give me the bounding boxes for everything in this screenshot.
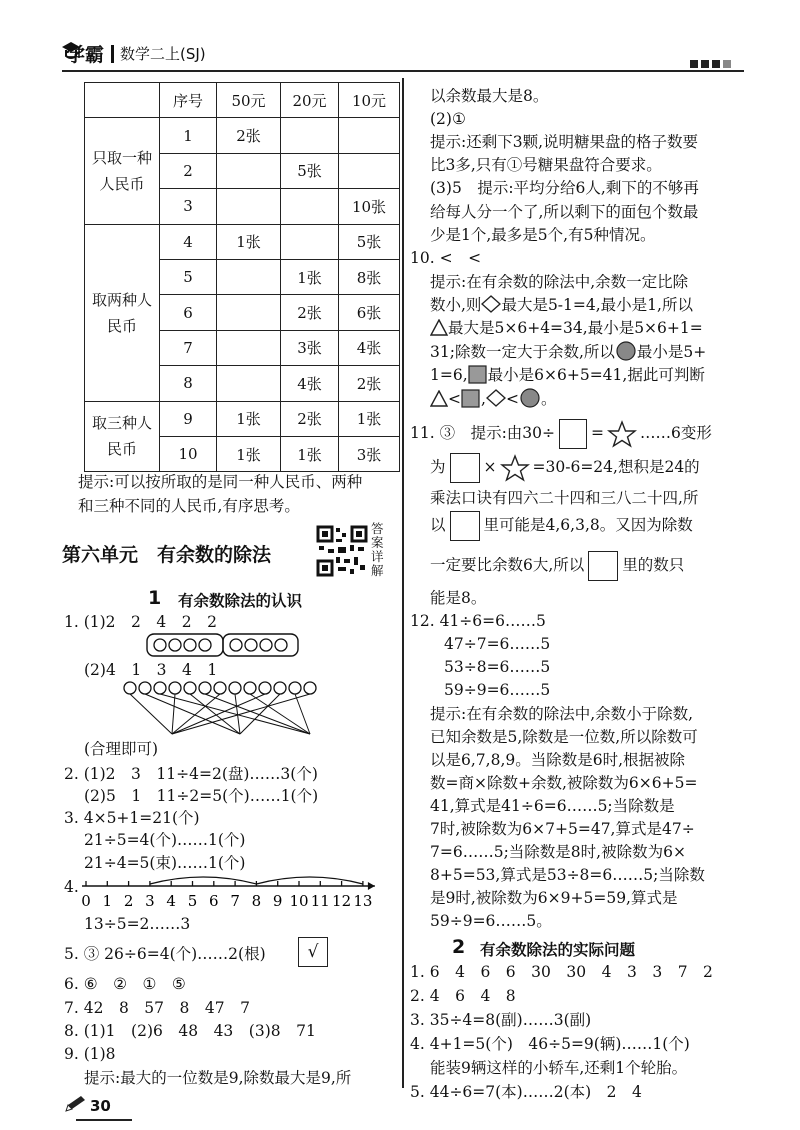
table-cell: 1张 <box>217 436 281 471</box>
group-label: 取三种人民币 <box>91 414 152 459</box>
text-fragment: =30-6=24,想积是24的 <box>532 458 700 476</box>
brand-separator <box>111 45 114 63</box>
hint-text: 提示:在有余数的除法中,余数小于除数, <box>430 705 694 723</box>
answer-line: 47÷7=6……5 <box>444 635 551 653</box>
blank-box <box>450 453 480 483</box>
hint-text: 41,算式是41÷6=6……5;当除数是 <box>430 797 675 815</box>
hint-text <box>430 388 556 409</box>
table-row <box>85 118 400 153</box>
hint-text: 提示:可以按所取的是同一种人民币、两种 <box>78 473 363 491</box>
blank-box <box>450 511 480 541</box>
number-line-jump-arc <box>150 877 257 884</box>
circle-icon <box>519 388 541 408</box>
table-cell: 10张 <box>339 189 400 224</box>
square-icon <box>461 389 481 408</box>
table-corner-cell <box>85 83 160 118</box>
text-fragment: < <box>505 390 519 408</box>
hint-text: 7时,被除数为6×7+5=47,算式是47÷ <box>430 820 695 838</box>
text-fragment: 为 <box>430 458 446 476</box>
table-cell: 6 <box>160 295 217 330</box>
check-box: √ <box>298 937 328 967</box>
answer-line <box>410 418 712 449</box>
table-cell: 5张 <box>339 224 400 259</box>
star-icon <box>607 420 637 448</box>
answer-line: 能装9辆这样的小轿车,还剩1个轮胎。 <box>430 1059 688 1077</box>
question-label: 4. <box>64 878 79 896</box>
unit-title: 第六单元 有余数的除法 <box>62 544 272 566</box>
book-subject: 数学二上(SJ) <box>120 45 206 63</box>
hint-text: 提示:在有余数的除法中,余数一定比除 <box>430 273 689 291</box>
hint-text: 是9时,被除数为6×9+5=59,算式是 <box>430 889 678 907</box>
table-cell: 8张 <box>339 259 400 294</box>
text-fragment: 最小是5+ <box>636 343 707 361</box>
number-line-tick-label: 1 <box>102 892 113 910</box>
page-number: 30 <box>90 1097 111 1115</box>
text-fragment: 最小是6×6+5=41,据此可判断 <box>487 366 705 384</box>
table-header-cell: 10元 <box>339 83 400 118</box>
text-fragment: 1=6, <box>430 366 468 384</box>
number-line-tick-label: 2 <box>123 892 134 910</box>
group-label-cell <box>85 224 160 401</box>
answer-line: 9. (1)8 <box>64 1045 116 1063</box>
section-number: 2 <box>452 936 466 958</box>
table-cell <box>281 189 339 224</box>
table-cell <box>217 189 281 224</box>
page-number-rule <box>76 1119 132 1121</box>
table-cell: 10 <box>160 436 217 471</box>
hint-text: 提示:还剩下3颗,说明糖果盘的格子数要 <box>430 133 699 151</box>
answer-line: (2)4 1 3 4 1 <box>84 661 218 679</box>
group-label-cell <box>85 401 160 472</box>
hint-text: 少是1个,最多是5个,有5种情况。 <box>430 226 656 244</box>
answer-line: (2)5 1 11÷2=5(个)……1(个) <box>84 787 319 805</box>
answer-line: 53÷8=6……5 <box>444 658 551 676</box>
answer-line: 5. 44÷6=7(本)……2(本) 2 4 <box>410 1083 642 1101</box>
group-label-cell <box>85 118 160 224</box>
hint-text <box>430 452 700 483</box>
text-fragment: 31;除数一定大于余数,所以 <box>430 343 615 361</box>
table-header-cell: 50元 <box>217 83 281 118</box>
header-square <box>690 60 698 68</box>
table-cell <box>217 366 281 401</box>
answer-line: 2. 4 6 4 8 <box>410 987 516 1005</box>
answer-line: (合理即可) <box>84 740 159 758</box>
text-fragment: 11. ③ 提示:由30÷ <box>410 424 556 442</box>
answer-line: 1. 6 4 6 6 30 30 4 3 3 7 2 <box>410 963 713 981</box>
hint-text: 和三种不同的人民币,有序思考。 <box>78 497 300 515</box>
answer-line: 59÷9=6……5 <box>444 681 551 699</box>
header-square <box>701 60 709 68</box>
table-cell: 4 <box>160 224 217 259</box>
circle-grouping-diagram <box>60 630 400 740</box>
answer-line: 3. 35÷4=8(副)……3(副) <box>410 1011 592 1029</box>
answer-line: 12. 41÷6=6……5 <box>410 612 546 630</box>
table-cell: 4张 <box>339 330 400 365</box>
hint-text: 8+5=53,算式是53÷8=6……5;当除数 <box>430 866 705 884</box>
number-line-jump-arc <box>256 877 363 884</box>
text-fragment: 一定要比余数6大,所以 <box>430 556 585 574</box>
table-header-cell: 序号 <box>160 83 217 118</box>
table-cell <box>217 153 281 188</box>
answer-line: 10. < < <box>410 249 482 267</box>
answer-line: 21÷5=4(个)……1(个) <box>84 831 246 849</box>
header-square <box>712 60 720 68</box>
section-title: 有余数除法的实际问题 <box>480 941 636 959</box>
column-divider <box>402 78 404 1088</box>
answer-line: 7. 42 8 57 8 47 7 <box>64 999 250 1017</box>
answer-line: 3. 4×5+1=21(个) <box>64 809 200 827</box>
group-label: 取两种人民币 <box>91 290 152 335</box>
answer-line: 6. ⑥ ② ① ⑤ <box>64 975 186 993</box>
hint-text <box>430 365 705 385</box>
table-cell: 1张 <box>217 401 281 436</box>
table-cell: 2张 <box>281 401 339 436</box>
table-cell: 4张 <box>281 366 339 401</box>
hint-text: 以是6,7,8,9。当除数是6时,根据被除 <box>430 751 686 769</box>
number-line <box>80 870 380 914</box>
triangle-icon <box>430 390 448 407</box>
text-fragment: = <box>591 424 605 442</box>
section-number: 1 <box>148 587 162 609</box>
table-cell <box>339 153 400 188</box>
number-line-tick-label: 4 <box>166 892 176 910</box>
text-fragment: , <box>481 390 486 408</box>
table-cell <box>217 330 281 365</box>
header-rule <box>62 70 744 72</box>
table-cell: 1张 <box>217 224 281 259</box>
diamond-icon <box>486 389 506 407</box>
table-cell: 1张 <box>281 259 339 294</box>
section-title: 有余数除法的认识 <box>178 592 303 610</box>
number-line-tick-label: 11 <box>310 892 330 910</box>
number-line-tick-label: 12 <box>332 892 352 910</box>
hint-text <box>430 295 693 315</box>
table-cell <box>281 224 339 259</box>
answer-line: 21÷4=5(束)……1(个) <box>84 854 246 872</box>
answer-line: 5. ③ 26÷6=4(个)……2(根) <box>64 945 266 963</box>
table-row <box>85 401 400 436</box>
table-cell: 2张 <box>339 366 400 401</box>
text-fragment: 最大是5-1=4,最小是1,所以 <box>501 296 693 314</box>
table-cell: 1 <box>160 118 217 153</box>
number-line-tick-label: 13 <box>353 892 373 910</box>
money-combination-table <box>84 82 400 472</box>
answer-line: (2)① <box>430 110 466 128</box>
triangle-icon <box>430 319 448 336</box>
hint-text: 乘法口诀有四六二十四和三八二十四,所 <box>430 489 699 507</box>
hint-text: 比3多,只有①号糖果盘符合要求。 <box>430 156 662 174</box>
blank-box <box>559 419 587 449</box>
text-fragment: 以 <box>430 516 446 534</box>
table-cell <box>217 295 281 330</box>
square-icon <box>468 365 488 384</box>
table-cell: 8 <box>160 366 217 401</box>
table-cell: 2张 <box>217 118 281 153</box>
hint-text <box>430 550 684 581</box>
text-fragment: 。 <box>540 390 557 408</box>
table-cell: 1张 <box>281 436 339 471</box>
number-line-tick-label: 10 <box>289 892 309 910</box>
table-cell <box>281 118 339 153</box>
table-cell: 3张 <box>339 436 400 471</box>
table-cell: 6张 <box>339 295 400 330</box>
table-cell: 5张 <box>281 153 339 188</box>
text-fragment: 里的数只 <box>622 556 685 574</box>
star-icon <box>500 454 530 482</box>
table-cell: 9 <box>160 401 217 436</box>
qr-code-icon[interactable] <box>316 525 368 577</box>
brand-logo: 学霸 <box>66 44 105 66</box>
table-cell: 2张 <box>281 295 339 330</box>
group-label: 只取一种人民币 <box>91 148 152 193</box>
answer-line: 以余数最大是8。 <box>430 87 549 105</box>
hint-text: 给每人分一个了,所以剩下的面包个数最 <box>430 203 699 221</box>
pencil-icon <box>64 1094 90 1114</box>
answer-line: 8. (1)1 (2)6 48 43 (3)8 71 <box>64 1022 316 1040</box>
table-cell: 2 <box>160 153 217 188</box>
hint-text: 已知余数是5,除数是一位数,所以除数可 <box>430 728 698 746</box>
table-cell: 3张 <box>281 330 339 365</box>
number-line-arrow <box>368 882 375 890</box>
answer-line: 2. (1)2 3 11÷4=2(盘)……3(个) <box>64 765 318 783</box>
number-line-tick-label: 5 <box>187 892 198 910</box>
hint-text <box>430 510 693 541</box>
hint-text <box>430 341 706 362</box>
qr-label: 答案详解 <box>371 521 384 578</box>
header-square <box>723 60 731 68</box>
table-cell <box>217 259 281 294</box>
hint-text: 数=商×除数+余数,被除数为6×6+5= <box>430 774 698 792</box>
table-cell: 1张 <box>339 401 400 436</box>
text-fragment: × <box>483 458 497 476</box>
hint-text: 提示:最大的一位数是9,除数最大是9,所 <box>84 1069 352 1087</box>
circle-icon <box>615 341 637 361</box>
number-line-tick-label: 6 <box>209 892 219 910</box>
answer-line: 1. (1)2 2 4 2 2 <box>64 613 217 631</box>
table-cell: 7 <box>160 330 217 365</box>
hint-text <box>430 318 703 338</box>
table-cell <box>339 118 400 153</box>
number-line-tick-label: 8 <box>251 892 262 910</box>
text-fragment: 里可能是4,6,3,8。又因为除数 <box>483 516 693 534</box>
number-line-tick-label: 9 <box>272 892 283 910</box>
table-header-row <box>85 83 400 118</box>
table-cell: 3 <box>160 189 217 224</box>
hint-text: 59÷9=6……5。 <box>430 912 552 930</box>
table-header-cell: 20元 <box>281 83 339 118</box>
text-fragment: 数小,则 <box>430 296 482 314</box>
table-cell: 5 <box>160 259 217 294</box>
answer-line: (3)5 提示:平均分给6人,剩下的不够再 <box>430 179 699 197</box>
page-header <box>0 0 800 80</box>
answer-line: 4. 4+1=5(个) 46÷5=9(辆)……1(个) <box>410 1035 690 1053</box>
number-line-tick-label: 7 <box>230 892 240 910</box>
text-fragment: 最大是5×6+4=34,最小是5×6+1= <box>448 319 703 337</box>
hint-text: 能是8。 <box>430 589 487 607</box>
blank-box <box>588 551 618 581</box>
number-line-tick-label: 3 <box>145 892 155 910</box>
hint-text: 7=6……5;当除数是8时,被除数为6× <box>430 843 686 861</box>
answer-line: 13÷5=2……3 <box>84 915 191 933</box>
diamond-icon <box>481 295 501 313</box>
table-row <box>85 224 400 259</box>
text-fragment: ……6变形 <box>640 424 712 442</box>
number-line-tick-label: 0 <box>81 892 91 910</box>
text-fragment: < <box>448 390 461 408</box>
